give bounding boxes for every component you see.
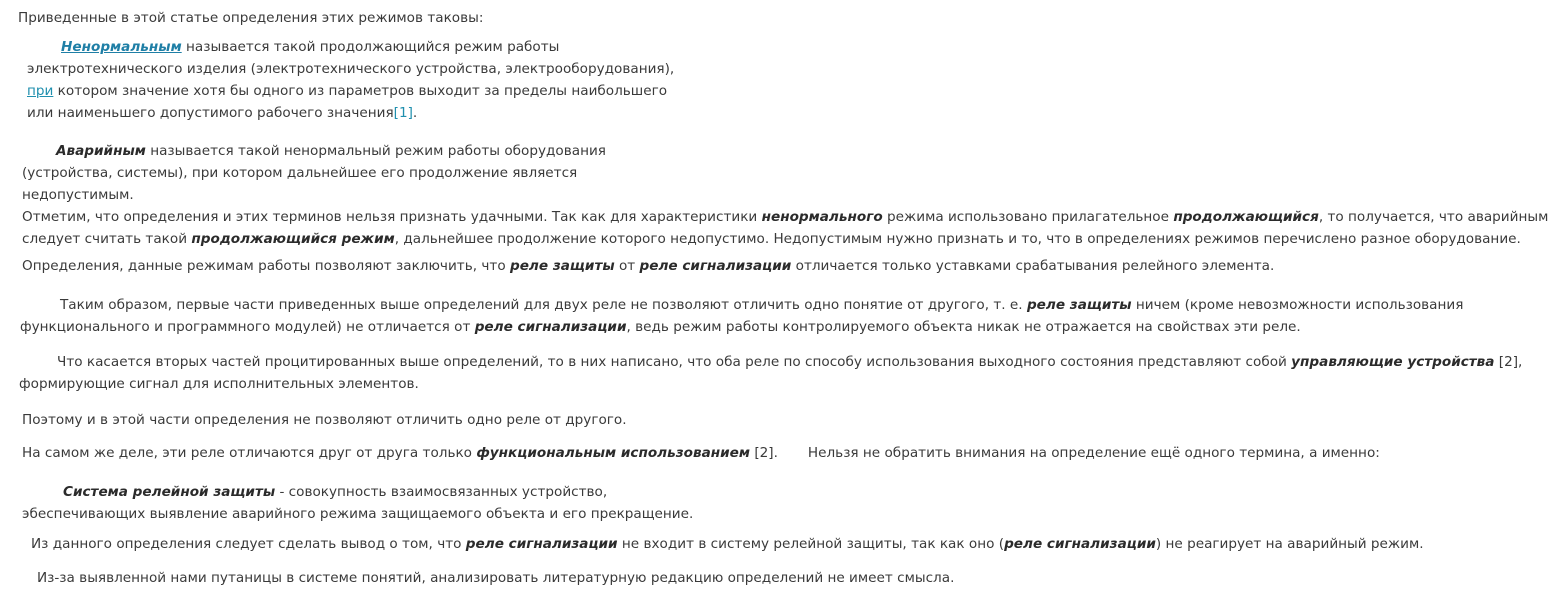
term-abnormal: ненормального <box>761 209 883 225</box>
term-continuing-mode: продолжающийся режим <box>191 231 395 247</box>
term-signal-relay: реле сигнализации <box>474 319 627 335</box>
text: Отметим, что определения и этих терминов нельзя признать удачными. Так как для характеристики <box>22 209 762 225</box>
pri-link[interactable]: при <box>27 83 54 99</box>
paragraph-4-line-2: формирующие сигнал для исполнительных элементов. <box>19 376 419 392</box>
intro-text: Приведенные в этой статье определения этих режимов таковы: <box>18 10 484 26</box>
term-relay-protection-system: Система релейной защиты <box>63 484 276 500</box>
paragraph-5: Поэтому и в этой части определения не позволяют отличить одно реле от другого. <box>22 412 627 428</box>
paragraph-7 <box>31 535 1424 553</box>
emergency-def-line-2: (устройства, системы), при котором дальнейшее его продолжение является <box>22 165 578 181</box>
rps-def-line-1 <box>63 483 607 501</box>
term-signal-relay: реле сигнализации <box>639 258 792 274</box>
text: не входит в систему релейной защиты, так как оно ( <box>617 536 1005 552</box>
emergency-def-text: называется такой ненормальный режим работы оборудования <box>145 143 606 159</box>
text: отличается только уставками срабатывания релейного элемента. <box>791 258 1275 274</box>
text: Из данного определения следует сделать вывод о том, что <box>31 536 466 552</box>
emergency-def-line-3: недопустимым. <box>22 187 134 203</box>
emergency-term: Аварийным <box>56 143 146 159</box>
text: Нельзя не обратить внимания на определение ещё одного термина, а именно: <box>807 445 1380 461</box>
abnormal-def-line-1 <box>61 38 559 56</box>
emergency-def-line-1 <box>56 142 606 160</box>
text: , дальнейшее продолжение которого недопустимо. Недопустимым нужно признать и то, что в определениях режимов перечислено разное оборудование. <box>394 231 1521 247</box>
text: ) не реагирует на аварийный режим. <box>1155 536 1424 552</box>
text: [2]. <box>750 445 778 461</box>
term-protection-relay: реле защиты <box>1026 297 1132 313</box>
term-signal-relay: реле сигнализации <box>465 536 618 552</box>
text: режима использовано прилагательное <box>882 209 1174 225</box>
text: - совокупность взаимосвязанных устройство, <box>275 484 608 500</box>
abnormal-def-text: называется такой продолжающийся режим работы <box>181 39 560 55</box>
text: Определения, данные режимам работы позволяют заключить, что <box>22 258 510 274</box>
paragraph-6 <box>22 444 1380 462</box>
text: Таким образом, первые части приведенных выше определений для двух реле не позволяют отличить одно понятие от другого, т. е. <box>60 297 1027 313</box>
paragraph-4-line-1 <box>57 353 1522 371</box>
term-signal-relay: реле сигнализации <box>1004 536 1156 552</box>
term-control-devices: управляющие устройства <box>1291 354 1495 370</box>
abnormal-def-line-4-end: . <box>412 105 418 121</box>
paragraph-8: Из-за выявленной нами путаницы в системе понятий, анализировать литературную редакцию определений не имеет смысла. <box>37 570 955 586</box>
abnormal-def-line-4 <box>27 104 417 122</box>
rps-def-line-2: эбеспечивающих выявление аварийного режима защищаемого объекта и его прекращение. <box>22 506 694 522</box>
text: [2], <box>1494 354 1523 370</box>
text: На самом же деле, эти реле отличаются друг от друга только <box>22 445 477 461</box>
abnormal-def-line-3-text: котором значение хотя бы одного из параметров выходит за пределы наибольшего <box>53 83 668 99</box>
text: Что касается вторых частей процитированных выше определений, то в них написано, что оба реле по способу использования выходного состояния представляют собой <box>57 354 1292 370</box>
term-continuing: продолжающийся <box>1173 209 1319 225</box>
text: ничем (кроме невозможности использования <box>1131 297 1464 313</box>
abnormal-def-line-4-text: или наименьшего допустимого рабочего значения <box>27 105 394 121</box>
abnormal-term-link[interactable]: Ненормальным <box>61 39 182 55</box>
text: функционального и программного модулей) не отличается от <box>20 319 475 335</box>
term-functional-use: функциональным использованием <box>476 445 750 461</box>
paragraph-2 <box>22 257 1274 275</box>
paragraph-1-line-1 <box>22 208 1548 226</box>
paragraph-1-line-2 <box>22 230 1521 248</box>
reference-link-1[interactable]: [1] <box>393 105 413 121</box>
term-protection-relay: реле защиты <box>509 258 615 274</box>
abnormal-def-line-2: электротехнического изделия (электротехнического устройства, электрооборудования), <box>27 61 675 77</box>
abnormal-def-line-3 <box>27 82 667 100</box>
paragraph-3-line-2 <box>20 318 1301 336</box>
text: , то получается, что аварийным <box>1318 209 1549 225</box>
text: следует считать такой <box>22 231 192 247</box>
text: от <box>614 258 640 274</box>
paragraph-3-line-1 <box>60 296 1463 314</box>
text: , ведь режим работы контролируемого объекта никак не отражается на свойствах эти реле. <box>626 319 1301 335</box>
